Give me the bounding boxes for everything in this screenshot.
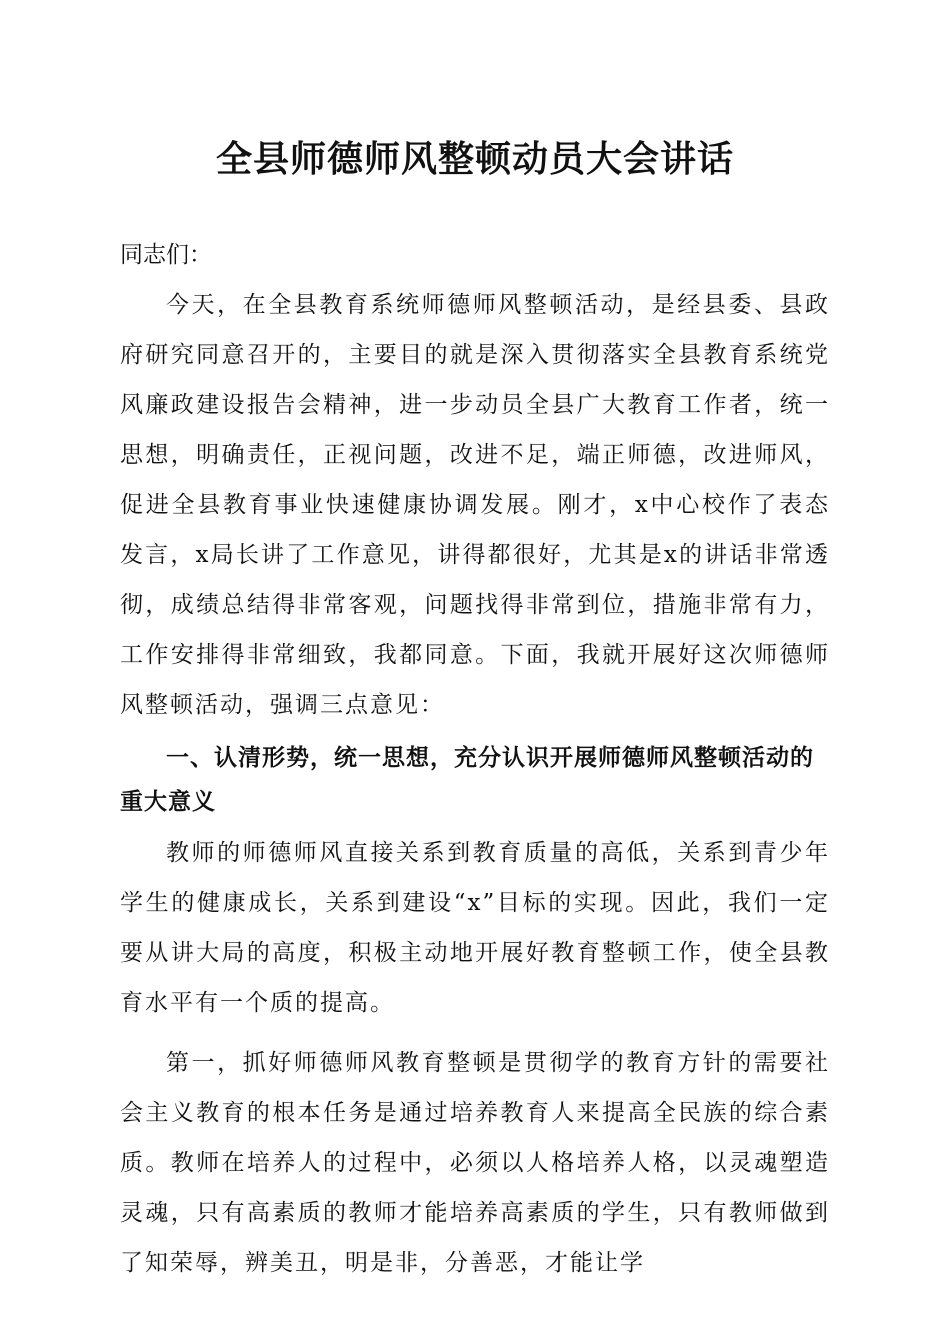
- paragraph-intro: 今天，在全县教育系统师德师风整顿活动，是经县委、县政府研究同意召开的，主要目的就是深入贯彻落实全县教育系统党风廉政建设报告会精神，进一步动员全县广大教育工作者，统一思想，明确责任，正视问题，改进不足，端正师德，改进师风，促进全县教育事业快速健康协调发展。刚才，x中心校作了表态发言，x局长讲了工作意见，讲得都很好，尤其是x的讲话非常透彻，成绩总结得非常客观，问题找得非常到位，措施非常有力，工作安排得非常细致，我都同意。下面，我就开展好这次师德师风整顿活动，强调三点意见：: [120, 292, 830, 718]
- document-title: 全县师德师风整顿动员大会讲话: [215, 139, 734, 180]
- paragraph-first-point: 第一，抓好师德师风教育整顿是贯彻学的教育方针的需要社会主义教育的根本任务是通过培养教育人来提高全民族的综合素质。教师在培养人的过程中，必须以人格培养人格，以灵魂塑造灵魂，只有高素质的教师才能培养高素质的学生，只有教师做到了知荣辱，辨美丑，明是非，分善恶，才能让学: [120, 1050, 830, 1276]
- paragraph-significance: 教师的师德师风直接关系到教育质量的高低，关系到青少年学生的健康成长，关系到建设“x”目标的实现。因此，我们一定要从讲大局的高度，积极主动地开展好教育整顿工作，使全县教育水平有一个质的提高。: [120, 840, 830, 1016]
- section-heading-1: 一、认清形势，统一思想，充分认识开展师德师风整顿活动的重大意义: [120, 745, 814, 815]
- document-page: [120, 130, 830, 1288]
- salutation: 同志们：: [120, 242, 212, 268]
